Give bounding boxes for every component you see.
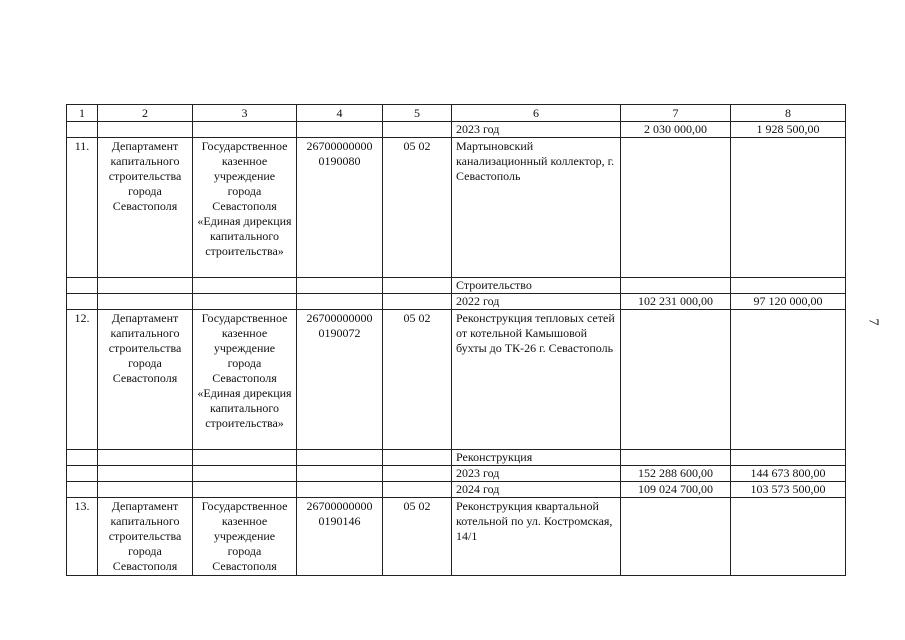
amount-cell: 102 231 000,00 [621, 294, 731, 310]
table-row [67, 122, 846, 138]
header-cell-3: 3 [193, 105, 297, 122]
year-cell: 2022 год [452, 294, 621, 310]
department-cell: Департамент капитального строительства города Севастополя [98, 310, 193, 450]
item-number: 11. [67, 138, 98, 278]
header-row [67, 105, 846, 122]
table-row [67, 466, 846, 482]
organization-cell: Государственное казенное учреждение города Севастополя [193, 498, 297, 576]
item-number: 13. [67, 498, 98, 576]
page-number: 7 [865, 318, 881, 326]
object-name-cell: Реконструкция тепловых сетей от котельной Камышовой бухты до ТК-26 г. Севастополь [452, 310, 621, 450]
object-name-cell: Мартыновский канализационный коллектор, г. Севастополь [452, 138, 621, 278]
section-cell: 05 02 [383, 138, 452, 278]
header-cell-4: 4 [297, 105, 383, 122]
amount-cell: 144 673 800,00 [731, 466, 846, 482]
section-cell: 05 02 [383, 310, 452, 450]
year-cell: 2023 год [452, 122, 621, 138]
work-type-cell: Строительство [452, 278, 621, 294]
amount-cell: 103 573 500,00 [731, 482, 846, 498]
amount-cell: 97 120 000,00 [731, 294, 846, 310]
table-row [67, 450, 846, 466]
table-row [67, 482, 846, 498]
header-cell-1: 1 [67, 105, 98, 122]
code-cell: 26700000000 0190080 [297, 138, 383, 278]
funding-table [66, 104, 846, 576]
code-cell: 26700000000 0190146 [297, 498, 383, 576]
table-row [67, 498, 846, 576]
year-cell: 2024 год [452, 482, 621, 498]
amount-cell: 2 030 000,00 [621, 122, 731, 138]
header-cell-8: 8 [731, 105, 846, 122]
amount-cell: 109 024 700,00 [621, 482, 731, 498]
department-cell: Департамент капитального строительства города Севастополя [98, 498, 193, 576]
header-cell-7: 7 [621, 105, 731, 122]
section-cell: 05 02 [383, 498, 452, 576]
table-row [67, 138, 846, 278]
department-cell: Департамент капитального строительства города Севастополя [98, 138, 193, 278]
table-row [67, 278, 846, 294]
code-cell: 26700000000 0190072 [297, 310, 383, 450]
item-number: 12. [67, 310, 98, 450]
table-row [67, 310, 846, 450]
organization-cell: Государственное казенное учреждение города Севастополя «Единая дирекция капитального строительства» [193, 138, 297, 278]
header-cell-2: 2 [98, 105, 193, 122]
object-name-cell: Реконструкция квартальной котельной по ул. Костромская, 14/1 [452, 498, 621, 576]
year-cell: 2023 год [452, 466, 621, 482]
work-type-cell: Реконструкция [452, 450, 621, 466]
amount-cell: 1 928 500,00 [731, 122, 846, 138]
header-cell-6: 6 [452, 105, 621, 122]
organization-cell: Государственное казенное учреждение города Севастополя «Единая дирекция капитального строительства» [193, 310, 297, 450]
header-cell-5: 5 [383, 105, 452, 122]
table-row [67, 294, 846, 310]
amount-cell: 152 288 600,00 [621, 466, 731, 482]
